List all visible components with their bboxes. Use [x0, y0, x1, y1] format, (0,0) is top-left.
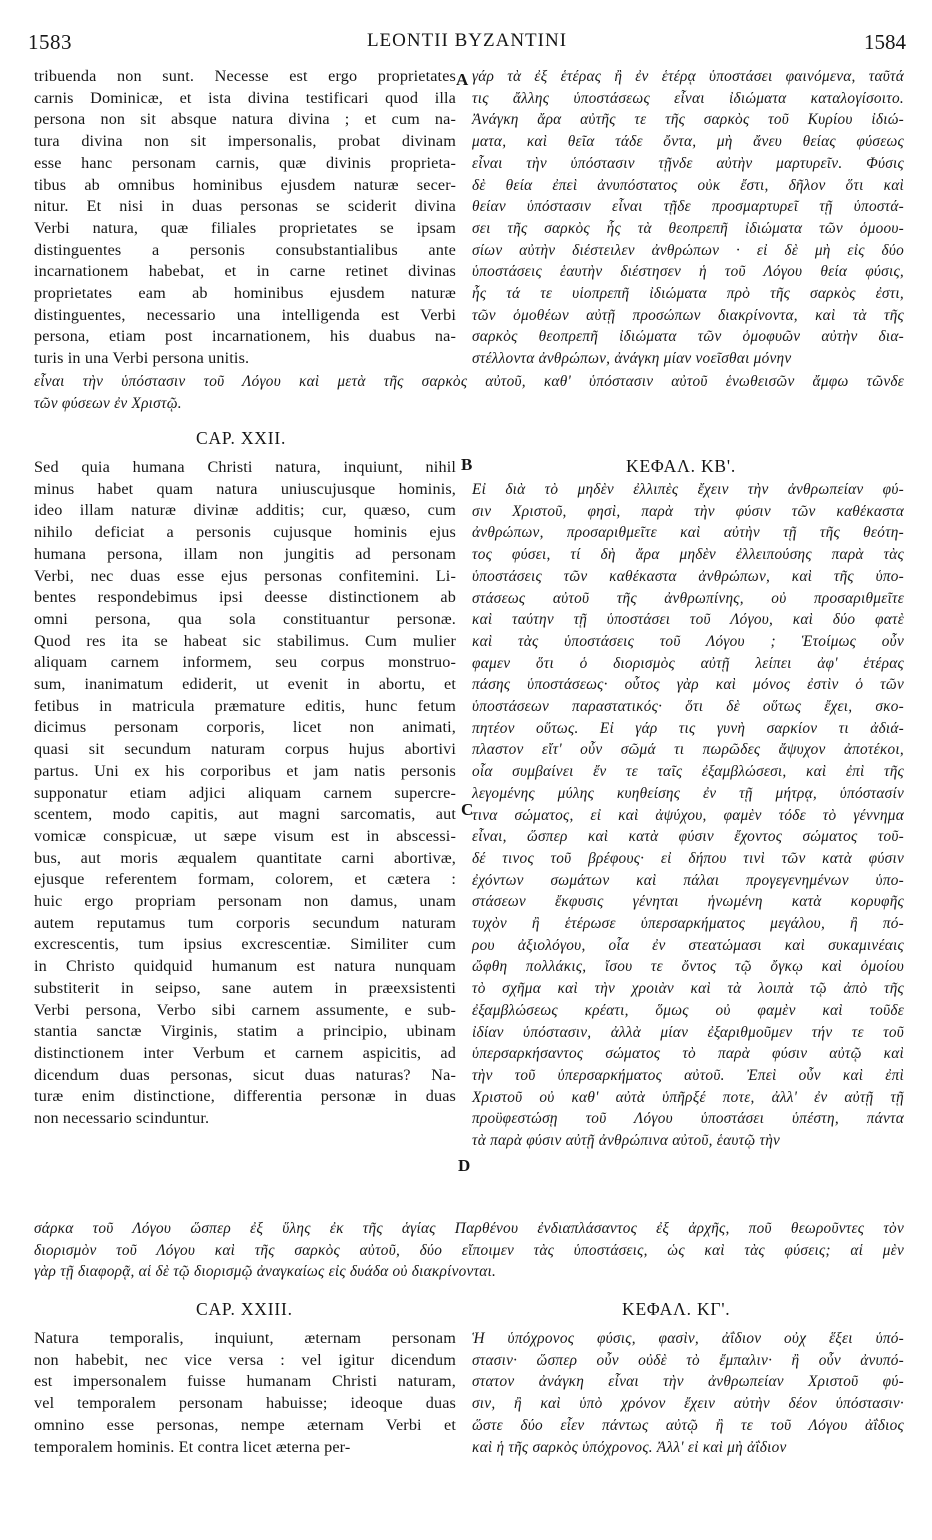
text-line: ὥστε δύο εἶεν πάντως αὐτῷ ἢ τε τοῦ Λόγου ἀΐδιος: [472, 1416, 904, 1434]
text-line: Χριστοῦ οὐ καθ' αὐτὰ ὑπῆρξέ ποτε, ἀλλ' ἐν αὐτῇ τῇ: [472, 1088, 904, 1106]
text-line: Ἀνάγκη ἄρα αὐτῆς τε τῆς σαρκὸς τοῦ Κυρίου ἰδιώ-: [472, 111, 904, 129]
text-line: εἶναι τὴν ὑπόστασιν τῇνδε αὐτὴν μαρτυρεῖν. Φύσις: [472, 154, 904, 172]
text-line: στασιν· ὥσπερ οὖν οὐδὲ τὸ ἔμπαλιν· ἢ οὖν ἀνυπό-: [472, 1351, 904, 1369]
text-line: σαρκὸς θεοπρεπῆ ἰδιώματα τῶν ὁμοφυῶν αὐτὴν δια-: [472, 328, 904, 346]
text-line: Natura temporalis, inquiunt, æternam personam: [34, 1329, 456, 1347]
text-line: τῶν φύσεων ἐν Χριστῷ.: [34, 394, 182, 412]
text-line: Ἡ ὑπόχρονος φύσις, φασὶν, ἀΐδιον οὐχ ἕξει ὑπό-: [472, 1330, 904, 1347]
text-line: πάσης ὑποστάσεως· οὗτος γὰρ καὶ μόνος ἐστὶν ὁ τῶν: [472, 676, 904, 694]
text-line: Verbi natura, quæ filiales proprietates se ipsam: [34, 218, 456, 237]
text-line: dicimus personam corporis, licet non animati,: [34, 718, 456, 737]
text-line: ἧς τά τε υἱοπρεπῆ ἰδιώματα πρὸ τῆς σαρκὸς ἐστι,: [472, 285, 904, 303]
text-line: tribuenda non sunt. Necesse est ergo proprietates: [34, 67, 456, 85]
text-line: omni persona, qua sola constituantur personæ.: [34, 609, 456, 628]
text-line: ejusque referentem formam, colorem, et cætera :: [34, 870, 456, 889]
text-line: σίων αὐτὴν διέστειλεν ἀνθρώπων · εἰ δὲ μὴ εἰς δύο: [472, 241, 904, 259]
margin-marker-d: D: [458, 1156, 471, 1175]
text-line: huic ergo propriam personam non damus, unam: [34, 892, 456, 911]
text-line: Verbi persona, Verbo sibi carnem assumente, e sub-: [34, 1000, 456, 1019]
text-line: excrescentis, tum ipsius excrescentiæ. Similiter cum: [34, 935, 456, 954]
text-line: δὲ θεία ἐπεὶ ἀνυπόστατος οὐκ ἔστι, δῆλον ὅτι καὶ: [472, 176, 904, 194]
text-line: τινα σώματος, εἰ καὶ ἀψύχου, φαμὲν τόδε τὸ γέννημα: [472, 806, 904, 824]
text-line: πητέον οὕτως. Εἰ γάρ τις γυνὴ σαρκίον τι ἀδιά-: [472, 719, 904, 737]
text-line: προϋφεστώσῃ τοῦ Λόγου ὑποστάσει ὑπέστη, πάντα: [472, 1110, 904, 1128]
text-line: turæ enim distinctione, differentia personæ in duas: [34, 1087, 456, 1106]
text-line: γάρ τὰ ἐξ ἑτέρας ἢ ἐν ἑτέρᾳ ὑποστάσει φαινόμενα, ταῦτά: [472, 68, 904, 85]
text-line: temporalem hominis. Et contra licet æterna per-: [34, 1437, 351, 1456]
text-line: τῶν ὁμοθέων αὐτῇ προσώπων διακρίνοντα, καὶ τὰ τῆς: [472, 306, 904, 324]
text-line: autem reputamus tum corporis secundum naturam: [34, 913, 456, 932]
text-line: Verbi, nec duas esse ejus personas confitemini. Li-: [34, 566, 456, 585]
text-line: sum, inanimatum ediderit, ut evenit in abortu, et: [34, 675, 456, 694]
text-line: εἶναι τὴν ὑπόστασιν τοῦ Λόγου καὶ μετὰ τῆς σαρκὸς αὐτοῦ, καθ' ὑπόστασιν αὐτοῦ ἑνωθεισῶν ἄμφω τῶνδε: [34, 373, 904, 390]
text-line: τὸ σχῆμα καὶ τὴν χροιὰν καὶ τὰ λοιπὰ τῷ ἀπὸ τῆς: [472, 980, 904, 998]
running-title: LEONTII BYZANTINI: [366, 30, 568, 51]
text-line: persona non sit absque natura divina ; et cum na-: [34, 110, 456, 129]
text-line: in Christo quidquid humanum est natura nunquam: [34, 957, 456, 976]
latin-column-2: [34, 457, 456, 1130]
text-line: τὴν τοῦ ὑπερσαρκήματος αὐτοῦ. Ἐπεὶ οὖν καὶ ἐπὶ: [472, 1066, 904, 1084]
text-line: ματα, καὶ θεῖα τάδε ὄντα, μὴ ἄνευ θείας φύσεως: [472, 133, 904, 151]
text-line: ὑποστάσεις ἑαυτὴν διέστησεν ἡ τοῦ Λόγου θεία φύσις,: [472, 263, 904, 281]
text-line: ρου ἀξιολόγου, οἷα ἐν στεατώμασι καὶ συκαμινέαις: [472, 936, 904, 954]
text-line: fetibus in matricula præmature editis, hunc fetum: [34, 696, 456, 715]
text-line: Sed quia humana Christi natura, inquiunt, nihil: [34, 458, 456, 476]
text-line: σιν Χριστοῦ, φησὶ, παρὰ τὴν φύσιν τῶν καθέκαστα: [472, 502, 904, 520]
text-line: non necessario scinduntur.: [34, 1109, 210, 1128]
text-line: persona, etiam post incarnationem, his duabus na-: [34, 327, 456, 346]
text-line: omnino esse personas, nempe æternam Verbi et: [34, 1415, 456, 1434]
latin-chapter-heading-23: CAP. XXIII.: [196, 1299, 293, 1319]
text-line: humana persona, illam non jungitis ad personam: [34, 544, 456, 563]
latin-column-1: [34, 66, 456, 370]
text-line: θείαν ὑπόστασιν εἶναι τῇδε προσμαρτυρεῖ τῇ ὑποστά-: [472, 198, 904, 216]
text-line: incarnationem habebat, et in carne retinet divinas: [34, 262, 456, 281]
text-line: minus habet quam natura uniuscujusque hominis,: [34, 479, 456, 498]
text-line: ὑποστάσεων παραστατικός· ὅτι δὲ οὕτως ἔχει, σκο-: [472, 698, 904, 716]
text-line: καὶ ταύτην τῇ ὑποστάσει τοῦ Λόγου, καὶ δύο φατὲ: [472, 611, 904, 629]
text-line: δέ τινος τοῦ βρέφους· εἰ δήπου τινὶ τῶν κατὰ φύσιν: [472, 849, 904, 867]
text-line: γὰρ τῇ διαφορᾷ, αἱ δὲ τῷ διορισμῷ ἀναγκαίως εἰς δυάδα οὐ διακρίνονται.: [34, 1263, 497, 1281]
greek-chapter-heading-23: ΚΕΦΑΛ. ΚΓ'.: [622, 1299, 731, 1319]
text-line: proprietates eam ab hominibus ejusdem naturæ: [34, 284, 456, 303]
text-line: εἶναι, ὥσπερ καὶ κατὰ φύσιν ἔχοντος σώματος τοῦ-: [472, 828, 904, 846]
text-line: ἰδίαν ὑπόστασιν, ἀλλὰ μίαν ἐξαριθμοῦμεν τήν τε τοῦ: [472, 1023, 904, 1041]
text-line: σάρκα τοῦ Λόγου ὥσπερ ἐξ ὕλης ἐκ τῆς ἁγίας Παρθένου ἐνδιαπλάσαντος ἐξ ἀρχῆς, ποῦ θεωροῦντες τὸν: [34, 1220, 904, 1237]
text-line: distinguentes, necessario una intelligenda est Verbi: [34, 305, 456, 324]
text-line: σιν, ἢ καὶ ὑπὸ χρόνον ἔχειν αὐτὴν δέον ὑπόστασιν·: [472, 1395, 904, 1413]
page-number-left: 1583: [28, 30, 72, 54]
margin-marker-a: A: [456, 70, 469, 89]
text-line: διορισμὸν τοῦ Λόγου καὶ τῆς σαρκὸς αὐτοῦ, δύο εἴποιμεν τὰς ὑποστάσεις, ὡς καὶ τὰς φύσεις; αἱ μὲν: [34, 1241, 904, 1259]
text-line: bentes respondebimus ipsi deesse distinctionem ab: [34, 588, 456, 607]
text-line: ideo illam naturæ divinæ additis; cur, quæso, cum: [34, 501, 456, 520]
greek-column-3: [472, 1328, 904, 1458]
text-line: οἷα συμβαίνει ἔν τε ταῖς ἐξαμβλώσεσι, καὶ ἐπὶ τῆς: [472, 763, 904, 781]
margin-marker-b: B: [461, 455, 473, 474]
text-line: distinctionem inter Verbum et carnem aspicitis, ad: [34, 1043, 456, 1062]
text-line: substiterit in seipso, sane autem in præexsistenti: [34, 978, 456, 997]
text-line: Quod res ita se habeat sic stabilimus. Cum mulier: [34, 631, 456, 650]
text-line: non habebit, nec vice versa : vel igitur dicendum: [34, 1350, 456, 1369]
text-line: vomicæ conspicuæ, ut sæpe visum est in abscessi-: [34, 826, 456, 845]
text-line: στατον ἀνάγκη εἶναι τὴν ἀνθρωπείαν Χριστοῦ φύ-: [472, 1373, 904, 1391]
text-line: ὑποστάσεις τῶν καθέκαστα ἀνθρώπων, καὶ τῆς ὑπο-: [472, 567, 904, 585]
text-line: Εἰ διὰ τὸ μηδὲν ἐλλιπὲς ἔχειν τὴν ἀνθρωπείαν φύ-: [472, 481, 904, 498]
text-line: nitur. Et nisi in duas personas se sciderit divina: [34, 197, 456, 216]
text-line: supponatur etiam adjici aliquam carnem supercre-: [34, 783, 456, 802]
text-line: στάσεως αὐτοῦ τῆς ἀνθρωπίνης, οὐ προσαριθμεῖτε: [472, 589, 904, 607]
text-line: στέλλοντα ἀνθρώπων, ἀνάγκη μίαν νοεῖσθαι μόνην: [472, 350, 792, 368]
latin-chapter-heading-22: CAP. XXII.: [196, 428, 287, 448]
text-line: φαμεν ὅτι ὁ διορισμὸς αὐτῇ λείπει ἀφ' ἑτέρας: [472, 654, 904, 672]
greek-column-2: [472, 479, 904, 1152]
text-line: stantia sanctæ Virginis, statim a principio, ubinam: [34, 1022, 456, 1041]
text-line: esse hanc personam carnis, quæ divinis proprieta-: [34, 153, 456, 172]
text-line: bus, aut moris æqualem quantitate carni abortivæ,: [34, 848, 456, 867]
text-line: quasi sit secundum naturam corpus hujus abortivi: [34, 740, 456, 759]
greek-column-1: [472, 66, 904, 370]
greek-chapter-heading-22: ΚΕΦΑΛ. ΚΒ'.: [626, 456, 736, 476]
text-line: vel temporalem personam habuisse; ideoque duas: [34, 1394, 456, 1413]
latin-column-3: [34, 1328, 456, 1458]
text-line: partus. Uni ex his corporibus et jam natis personis: [34, 761, 456, 780]
text-line: ἐξαμβλώσεως κρέατι, ὅμως οὐ φαμὲν καὶ τοῦδε: [472, 1001, 904, 1019]
text-line: τὰ παρὰ φύσιν αὐτῇ ἀνθρώπινα αὐτοῦ, ἑαυτῷ τὴν: [472, 1132, 781, 1150]
text-line: τις ἄλλης ὑποστάσεως εἶναι ἰδιώματα καταλογίσοιτο.: [472, 89, 904, 107]
text-line: τος φύσει, τί δὴ ἄρα μηδὲν ἐλλειπούσης παρὰ τὰς: [472, 546, 904, 564]
text-line: στάσεων ἔκφυσις γένηται ἡνωμένη κατὰ κορυφῆς: [472, 893, 904, 911]
greek-fullwidth-2: [34, 1218, 904, 1283]
text-line: ὑπερσαρκήσαντος σώματος τὸ παρὰ φύσιν αὐτῷ καὶ: [472, 1045, 904, 1063]
text-line: nihilo deficiat a personis cujusque hominis ejus: [34, 523, 456, 542]
text-line: καὶ ἡ τῆς σαρκὸς ὑπόχρονος. Ἀλλ' εἰ καὶ μὴ ἀΐδιον: [472, 1438, 787, 1456]
text-line: distinguentes a personis consubstantialibus ante: [34, 240, 456, 259]
text-line: ἀνθρώπων, προσαριθμεῖτε καὶ αὐτὴν τῇ τῆς θεότη-: [472, 524, 904, 542]
greek-fullwidth-1: [34, 371, 904, 414]
text-line: λεγομένης μύλης κυηθείσης ἐν τῇ μήτρᾳ, ὑπόστασίν: [472, 784, 904, 802]
text-line: σει τῆς σαρκὸς ἧς τὰ θεοπρεπῆ ἰδιώματα τῶν ὁμοου-: [472, 219, 904, 237]
text-line: πλαστον εἴτ' οὖν σῶμά τι πωρῶδες ἄψυχον ἀποτέκοι,: [472, 741, 904, 759]
page-number-right: 1584: [864, 30, 906, 54]
text-line: turis in una Verbi persona unitis.: [34, 349, 250, 368]
text-line: καὶ τὰς ὑποστάσεις τοῦ Λόγου ; Ἑτοίμως οὖν: [472, 632, 904, 650]
text-line: scentem, modo capitis, aut magni sarcomatis, aut: [34, 805, 456, 824]
text-line: ἐχόντων σωμάτων καὶ πάλαι προγεγενημένων ὑπο-: [472, 871, 904, 889]
text-line: carnis Dominicæ, et ista divina testificari quod illa: [34, 88, 456, 107]
text-line: aliquam carnem informem, seu corpus monstruo-: [34, 653, 456, 672]
margin-marker-c: C: [461, 800, 474, 819]
text-line: est impersonalem fuisse humanam Christi naturam,: [34, 1372, 456, 1391]
text-line: tibus ab omnibus hominibus ejusdem naturæ secer-: [34, 175, 456, 194]
text-line: ὤφθη πολλάκις, ἴσου τε ὄντος τῷ ὄγκῳ καὶ ὁμοίου: [472, 958, 904, 976]
text-line: tura divina non sit impersonalis, probat divinam: [34, 132, 456, 151]
page-header: [28, 30, 906, 58]
text-line: τυχὸν ἢ ἑτέρωσε ὑπερσαρκήματος μεγάλου, ἢ πό-: [472, 915, 904, 933]
text-line: dicendum duas personas, sicut duas naturas? Na-: [34, 1065, 456, 1084]
